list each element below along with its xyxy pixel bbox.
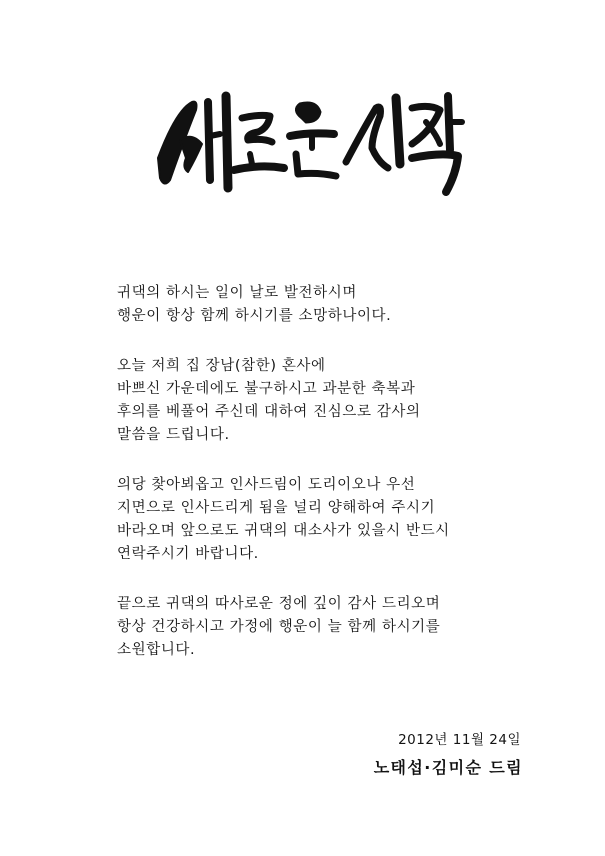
paragraph-apology xyxy=(117,474,517,566)
body-line: 항상 건강하시고 가정에 행운이 늘 함께 하시기를 xyxy=(117,619,441,635)
paragraph-closing xyxy=(117,593,517,662)
letter-date: 2012년 11월 24일 xyxy=(398,732,521,748)
body-line: 연락주시기 바랍니다. xyxy=(117,546,259,562)
body-line: 지면으로 인사드리게 됨을 널리 양해하여 주시기 xyxy=(117,500,436,516)
body-line: 말씀을 드립니다. xyxy=(117,427,230,443)
paragraph-greeting xyxy=(117,282,517,328)
calligraphy-title-artwork xyxy=(150,88,470,198)
body-line: 귀댁의 하시는 일이 날로 발전하시며 xyxy=(117,285,357,301)
body-line: 오늘 저희 집 장남(참한) 혼사에 xyxy=(117,358,326,374)
body-line: 바라오며 앞으로도 귀댁의 대소사가 있을시 반드시 xyxy=(117,523,450,539)
body-line: 끝으로 귀댁의 따사로운 정에 깊이 감사 드리오며 xyxy=(117,596,441,612)
body-line: 의당 찾아뵈옵고 인사드림이 도리이오나 우선 xyxy=(117,477,416,493)
body-line: 행운이 항상 함께 하시기를 소망하나이다. xyxy=(117,308,392,324)
paragraph-thanks xyxy=(117,355,517,447)
calligraphy-title xyxy=(150,88,470,198)
body-line: 후의를 베풀어 주신데 대하여 진심으로 감사의 xyxy=(117,404,421,420)
body-line: 바쁘신 가운데에도 불구하시고 과분한 축복과 xyxy=(117,381,416,397)
letter-signature: 노태섭·김미순 드림 xyxy=(373,758,523,777)
letter-body xyxy=(117,282,517,689)
body-line: 소원합니다. xyxy=(117,642,196,658)
